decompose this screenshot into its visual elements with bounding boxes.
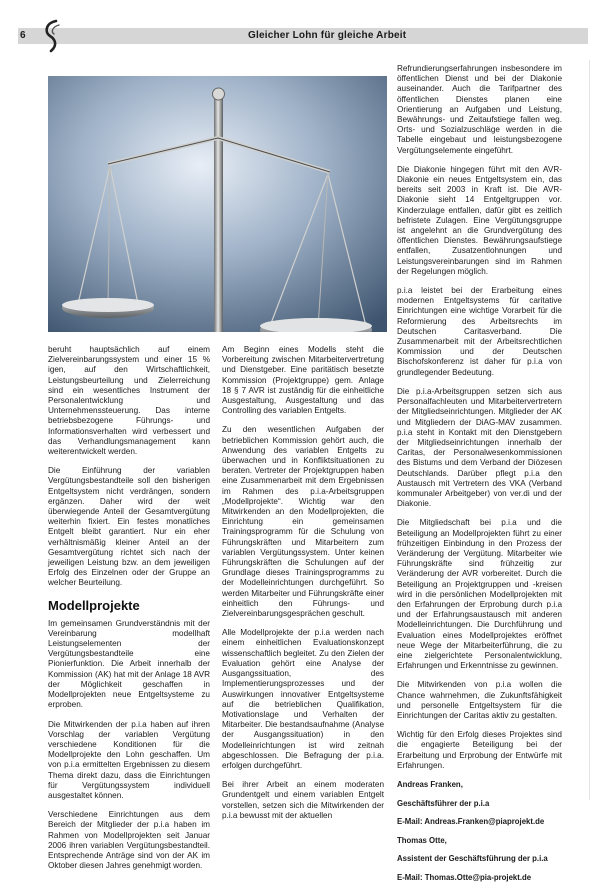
signature-role: Geschäftsführer der p.i.a [397, 798, 490, 808]
paragraph: Alle Modellprojekte der p.i.a werden nach einem einheitlichen Evaluationskonzept wissenschaftlich begleitet. Zu den Zielen der Evaluation gehört eine Analyse der Ausgangssituation, des Implementierungsprozesses und der Auswirkungen innovativer Entgeltsysteme auf die betrieblichen Qualifikation, Motivationslage und Verhalten der Mitarbeiter. Die bestandsaufnahme (Analyse der Ausgangssituation) in den Modelleinrichtungen ist wird zeitnah abgeschlossen. Die Befragung der p.i.a. erfolgen durchgeführt. [222, 628, 384, 770]
signature-name: Thomas Otte, [397, 835, 447, 845]
paragraph: Im gemeinsamen Grundverständnis mit der Vereinbarung modellhaft Leistungselementen der Vergütungsbestandteile eine Pionierfunktion. Die Arbeit innerhalb der Kommission (AK) hat mit der Anlage 18 AVR der Möglichkeit geschaffen in Modellprojekten neue Entgeltsysteme zu erproben. [48, 618, 210, 710]
column-2 [222, 345, 384, 830]
paragraph: Die Mitgliedschaft bei p.i.a und die Beteiligung an Modellprojekten führt zu einer frühzeitigen Einbindung in den Prozess der Veränderung der Vergütung. Mitarbeiter wie Führungskräfte sind frühzeitig zur Veränderung der AVR vorbereitet. Durch die Beteiligung an Projektgruppen und -kreisen wird in die persönlichen Modellprojekten mit den Erfahrungen der Erprobung durch p.i.a und der Erfahrungsaustausch mit anderen Modelleinrichtungen. Die Durchführung und Evaluation eines Modellprojektes eröffnet neue Wege der Mitarbeiterführung, die zu eine zielgerichtete Personalentwicklung, Erfahrungen und Erkenntnisse zu gewinnen. [397, 518, 562, 671]
page-header [18, 28, 588, 44]
paragraph: Die Einführung der variablen Vergütungsbestandteile soll den bisherigen Entgeltsystem nicht verdrängen, sondern ergänzen. Daher wird der weit überwiegende Anteil der Gesamtvergütung weiterhin fixiert. Ein festes monatliches Entgelt bleibt garantiert. Nur ein eher verhältnismäßig kleiner Anteil an der Gesamtvergütung richtet sich nach der jeweiligen Leistung bzw. an dem jeweiligen Erfolg des Einzelnen oder der Gruppe an welcher Beurteilung. [48, 466, 210, 588]
paragraph: Die Mitwirkenden der p.i.a haben auf ihren Vorschlag der variablen Vergütung verschiedene Konditionen für die Modellprojekte den Lohn geschaffen. Um von p.i.a ermittelten Ergebnissen zu diesem Thema direkt dazu, dass die Einrichtungen für Vergütungssystem individuell ausgestaltet können. [48, 719, 210, 800]
paragraph: Refrundierungserfahrungen insbesondere im öffentlichen Dienst und bei der Diakonie auseinander. Auch die Tarifpartner des öffentlichen Dienstes planen eine Orientierung an Aufgaben und Leistung, Bewährungs- und Zeitaufstiege fallen weg. Orts- und Sozialzuschläge werden in die Tabelle eingebaut und leistungsbezogene Vergütungselemente eingeführt. [397, 64, 562, 155]
page-edge-divider [589, 60, 590, 800]
paragraph: beruht hauptsächlich auf einem Zielvereinbarungssystem und einer 15 % igen, auf den Wirtschaftlichkeit, Leistungsbeurteilung und Zielerreichung sind ein wesentliches Instrument der Personalentwicklung und Unternehmenssteuerung. Das interne betriebsbezogene Führungs- und Informationsverhalten wird verbessert und das Verhandlungsmanagement kann weiterentwickelt werden. [48, 345, 210, 457]
paragraph: Die Mitwirkenden von p.i.a wollen die Chance wahrnehmen, die Zukunftsfähigkeit und personelle Entgeltsystem für die Einrichtungen der Caritas aktiv zu gestalten. [397, 680, 562, 720]
paragraph: Verschiedene Einrichtungen aus dem Bereich der Mitglieder der p.i.a haben im Rahmen von Modellprojekten seit Januar 2006 ihren variablen Vergütungsbestandteil. Entsprechende Anträge sind von der AK im Oktober diesen Jahres genehmigt worden. [48, 810, 210, 871]
paragraph: p.i.a leistet bei der Erarbeitung eines modernen Entgeltsystems für caritative Einrichtungen eine wichtige Vorarbeit für die Reformierung des Arbeitsrechts im Deutschen Caritasverband. Die Zusammenarbeit mit der Arbeitsrechtlichen Kommission und der Deutschen Bischofskonferenz ist daher für p.i.a von grundlegender Bedeutung. [397, 286, 562, 377]
signature-name: Andreas Franken, [397, 780, 463, 789]
paragraph: Zu den wesentlichen Aufgaben der betrieblichen Kommission gehört auch, die Anwendung des variablen Entgelts zu überwachen und in Konfliktsituationen zu beraten. Vertreter der Projektgruppen haben eine Zusammenarbeit mit dem Ergebnissen im Rahmen des p.i.a-Arbeitsgruppen „Modellprojekte“. Wichtig war den Mitwirkenden an den Modellprojekten, die Einrichtung ein gemeinsamen Trainingsprogramm für die Schulung von Führungskräften und Mitarbeitern zum variablen Vergütungssystem. Unter keinen Führungskräften die Schulungen auf der Grundlage dieses Trainingsprogramms zu der Modelleinrichtungen durchgeführt. So werden Mitarbeiter und Führungskräfte einer einheitlich den Führungs- und Zielvereinbarungsgesprächen geschult. [222, 425, 384, 619]
signature-role: Assistent der Geschäftsführung der p.i.a [397, 854, 548, 864]
running-title: Gleicher Lohn für gleiche Arbeit [248, 30, 407, 41]
signature-email: E-Mail: Andreas.Franken@piaprojekt.de [397, 817, 545, 827]
signature-block [397, 780, 562, 883]
balance-scale-photo [48, 76, 387, 332]
balance-scale-icon [48, 76, 387, 332]
swirl-logo-icon [38, 18, 68, 54]
column-1 [48, 345, 210, 880]
paragraph: Am Beginn eines Modells steht die Vorbereitung zwischen Mitarbeitervertretung und Dienstgeber. Eine paritätisch besetzte Kommission (Projektgruppe) gem. Anlage 18 § 7 AVR ist zuständig für die einheitliche Ausgestaltung, Ausgestaltung und das Controlling des variablen Entgelts. [222, 345, 384, 416]
paragraph: Wichtig für den Erfolg dieses Projektes sind die engagierte Beteiligung bei der Erarbeitung und Erprobung der Entwürfe mit Erfahrungen. [397, 730, 562, 770]
paragraph: Die Diakonie hingegen führt mit den AVR-Diakonie ein neues Entgeltsystem ein, das bereits seit 2003 in Kraft ist. Die AVR-Diakonie sieht 14 Entgeltgruppen vor. Kinderzulage entfallen, dafür gibt es zeitlich befristete Zulagen. Eine Vergütungsgruppe ist angelehnt an die Grundvergütung des öffentlichen Dienstes. Bewährungsaufstiege entfallen, Zusatzentlohnungen und Leistungsvereinbarungen sind im Rahmen der Regelungen möglich. [397, 164, 562, 276]
column-3 [397, 64, 562, 892]
page-number: 6 [20, 30, 26, 41]
paragraph: Die p.i.a-Arbeitsgruppen setzen sich aus Personalfachleuten und Mitarbeitervertretern der Mitgliedseinrichtungen. Mitglieder der AK und Mitgliedern der DiAG-MAV zusammen. p.i.a steht in Kontakt mit den Dienstgebern der Mitgliedseinrichtungen innerhalb der Caritas, der Personalwesenkommissionen des Bistums und dem Verband der Diözesen Deutschlands. Darüber pflegt p.i.a den Austausch mit Vertretern des VKA (Verband kommunaler Arbeitgeber) von ver.di und der Diakonie. [397, 386, 562, 509]
signature-email: E-Mail: Thomas.Otte@pia-projekt.de [397, 872, 532, 882]
paragraph: Bei ihrer Arbeit an einem moderaten Grundentgelt und einem variablen Entgelt vorstellen, setzen sich die Mitwirkenden der p.i.a bewusst mit der aktuellen [222, 780, 384, 820]
section-heading: Modellprojekte [48, 597, 140, 613]
